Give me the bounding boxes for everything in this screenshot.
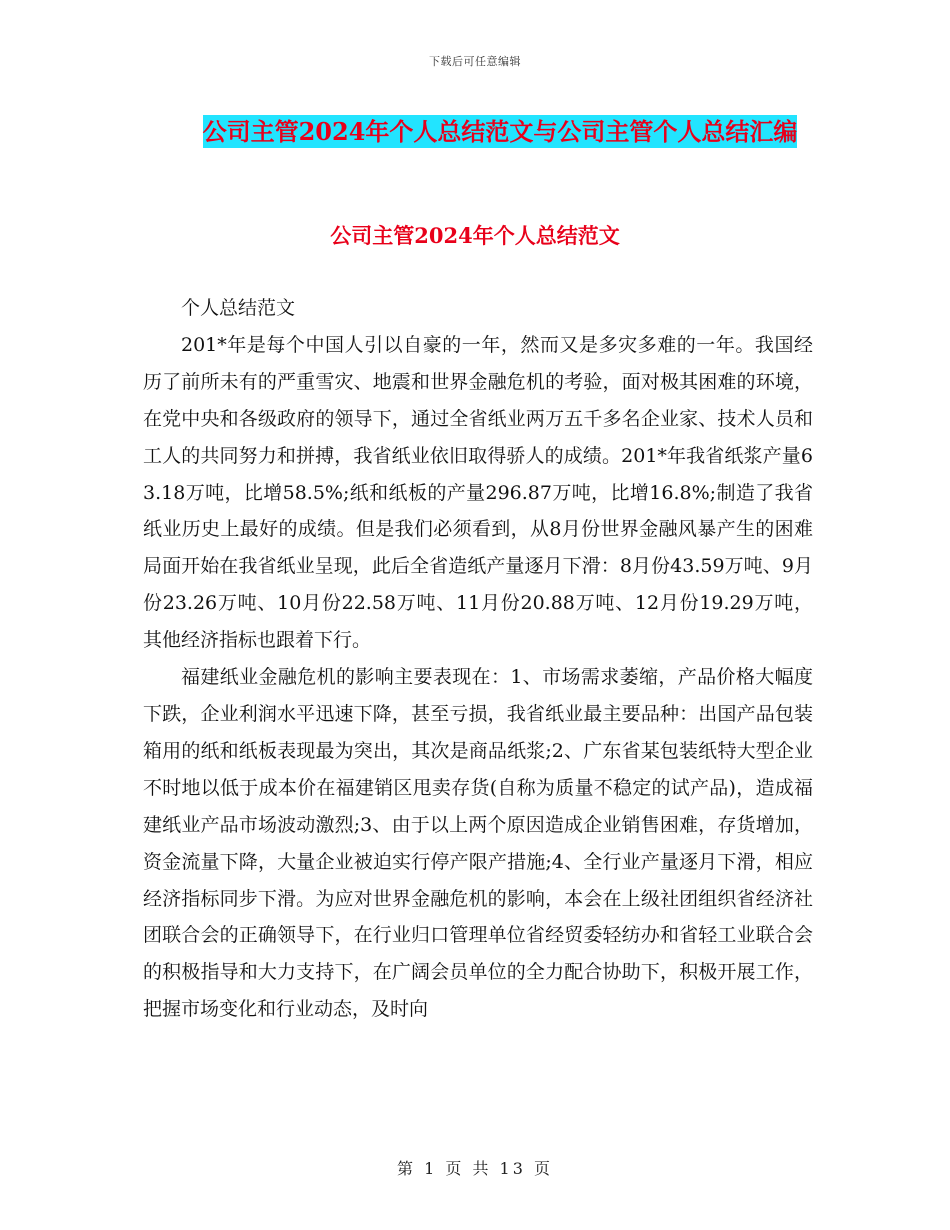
paragraph: 201*年是每个中国人引以自豪的一年，然而又是多灾多难的一年。我国经历了前所未有的严重雪灾、地震和世界金融危机的考验，面对极其困难的环境，在党中央和各级政府的领导下，通过全省纸业两万五千多名企业家、技术人员和工人的共同努力和拼搏，我省纸业依旧取得骄人的成绩。201*年我省纸浆产量63.18万吨，比增58.5%;纸和纸板的产量296.87万吨，比增16.8%;制造了我省纸业历史上最好的成绩。但是我们必须看到，从8月份世界金融风暴产生的困难局面开始在我省纸业呈现，此后全省造纸产量逐月下滑：8月份43.59万吨、9月份23.26万吨、10月份22.58万吨、11月份20.88万吨、12月份19.29万吨，其他经济指标也跟着下行。 <box>143 333 813 652</box>
document-title <box>140 110 860 154</box>
document-title-text: 公司主管2024年个人总结范文与公司主管个人总结汇编 <box>202 117 798 146</box>
document-body <box>143 290 813 1028</box>
header-note: 下载后可任意编辑 <box>429 55 521 68</box>
paragraph: 福建纸业金融危机的影响主要表现在：1、市场需求萎缩，产品价格大幅度下跌，企业利润水平迅速下降，甚至亏损，我省纸业最主要品种：出国产品包装箱用的纸和纸板表现最为突出，其次是商品纸浆;2、广东省某包装纸特大型企业不时地以低于成本价在福建销区甩卖存货(自称为质量不稳定的试产品)，造成福建纸业产品市场波动激烈;3、由于以上两个原因造成企业销售困难，存货增加，资金流量下降，大量企业被迫实行停产限产措施;4、全行业产量逐月下滑，相应经济指标同步下滑。为应对世界金融危机的影响，本会在上级社团组织省经济社团联合会的正确领导下，在行业归口管理单位省经贸委轻纺办和省轻工业联合会的积极指导和大力支持下，在广阔会员单位的全力配合协助下，积极开展工作，把握市场变化和行业动态，及时向 <box>143 666 813 1021</box>
paragraph-heading: 个人总结范文 <box>181 297 296 319</box>
section-title: 公司主管2024年个人总结范文 <box>330 223 620 248</box>
page-number: 第 1 页 共 13 页 <box>397 1159 553 1178</box>
